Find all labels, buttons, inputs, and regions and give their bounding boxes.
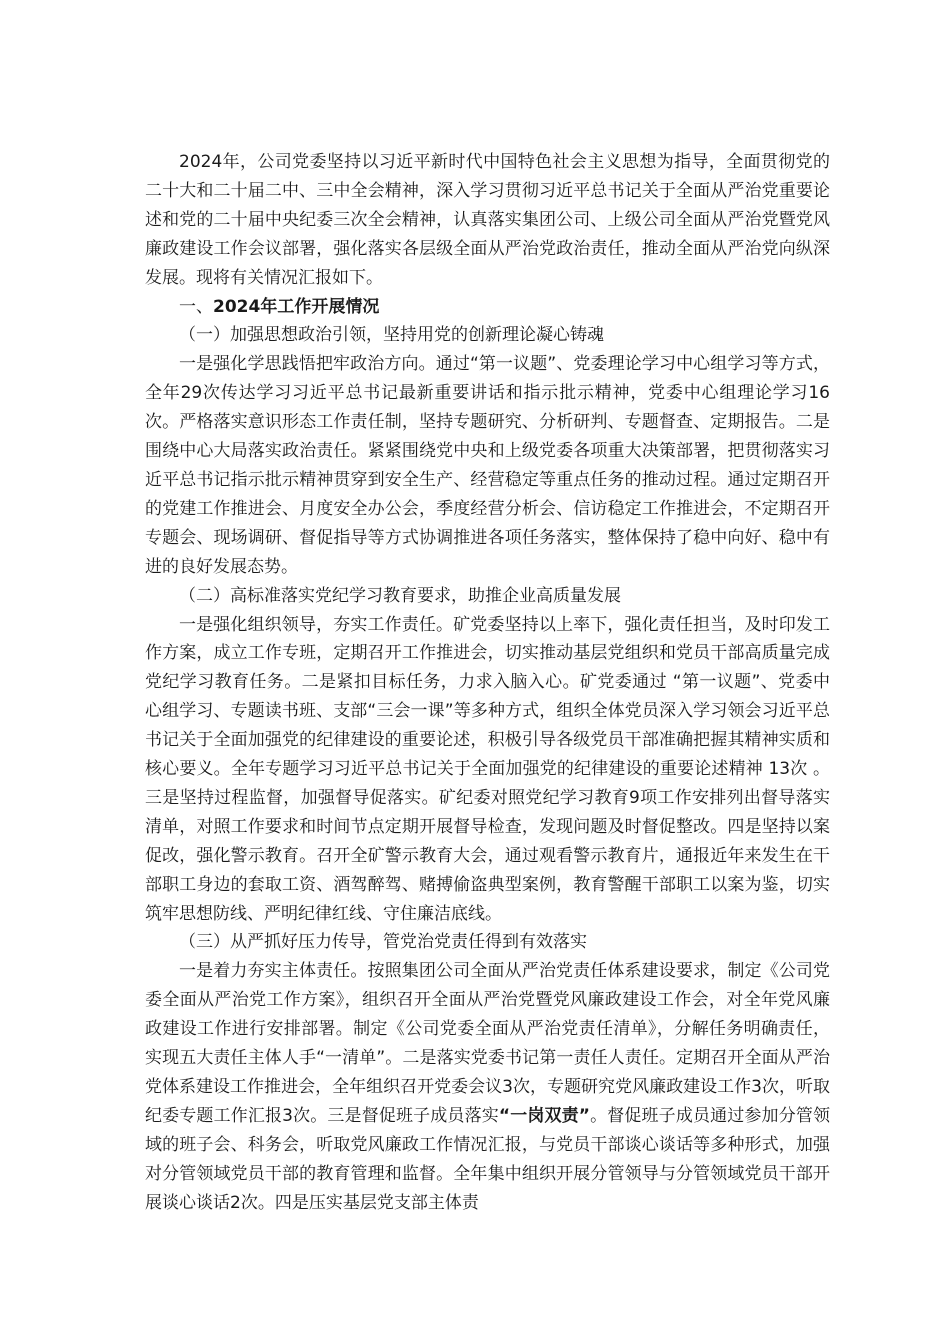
section-heading-title: 2024年工作开展情况: [213, 296, 380, 317]
subsection-body-3-part-a: 一是着力夯实主体责任。按照集团公司全面从严治党责任体系建设要求，制定《公司党委全面从严治党工作方案》，组织召开全面从严治党暨党风廉政建设工作会，对全年党风廉政建设工作进行安排部署。制定《公司党委全面从严治党责任清单》，分解任务明确责任，实现五大责任主体人手“一清单”。二是落实党委书记第一责任人责任。定期召开全面从严治党体系建设工作推进会，全年组织召开党委会议3次，专题研究党风廉政建设工作3次，听取纪委专题工作汇报3次。三是督促班子成员落实: [145, 961, 830, 1126]
subsection-heading-1: （一）加强思想政治引领，坚持用党的创新理论凝心铸魂: [179, 325, 604, 346]
section-heading-1: [145, 293, 830, 322]
subsection-body-3: [145, 957, 830, 1217]
document-body: [145, 148, 830, 1218]
subsection-heading-3: （三）从严抓好压力传导，管党治党责任得到有效落实: [179, 932, 587, 953]
subsection-body-1: 一是强化学思践悟把牢政治方向。通过“第一议题”、党委理论学习中心组学习等方式，全年29次传达学习习近平总书记最新重要讲话和指示批示精神，党委中心组理论学习16次。严格落实意识形态工作责任制，坚持专题研究、分析研判、专题督查、定期报告。二是围绕中心大局落实政治责任。紧紧围绕党中央和上级党委各项重大决策部署，把贯彻落实习近平总书记指示批示精神贯穿到安全生产、经营稳定等重点任务的推动过程。通过定期召开的党建工作推进会、月度安全办公会，季度经营分析会、信访稳定工作推进会，不定期召开专题会、现场调研、督促指导等方式协调推进各项任务落实，整体保持了稳中向好、稳中有进的良好发展态势。: [145, 354, 830, 577]
subsection-body-3-bold: “一岗双责”: [498, 1105, 590, 1126]
subsection-heading-2: （二）高标准落实党纪学习教育要求，助推企业高质量发展: [179, 585, 621, 606]
subsection-body-3-part-b: 。督促班子成员通过参加分管领域的班子会、科务会，听取党风廉政工作情况汇报，与党员干部谈心谈话等多种形式，加强对分管领域党员干部的教育管理和监督。全年集中组织开展分管领导与分管领域党员干部开展谈心谈话2次。四是压实基层党支部主体责: [145, 1105, 830, 1213]
section-heading-prefix: 一、: [179, 296, 213, 317]
subsection-body-2: 一是强化组织领导，夯实工作责任。矿党委坚持以上率下，强化责任担当，及时印发工作方案，成立工作专班，定期召开工作推进会，切实推动基层党组织和党员干部高质量完成党纪学习教育任务。二是紧扣目标任务，力求入脑入心。矿党委通过 “第一议题”、党委中心组学习、专题读书班、支部“三会一课”等多种方式，组织全体党员深入学习领会习近平总书记关于全面加强党的纪律建设的重要论述，积极引导各级党员干部准确把握其精神实质和核心要义。全年专题学习习近平总书记关于全面加强党的纪律建设的重要论述精神 13次 。三是坚持过程监督，加强督导促落实。矿纪委对照党纪学习教育9项工作安排列出督导落实清单，对照工作要求和时间节点定期开展督导检查，发现问题及时督促整改。四是坚持以案促改，强化警示教育。召开全矿警示教育大会，通过观看警示教育片，通报近年来发生在干部职工身边的套取工资、酒驾醉驾、赌搏偷盗典型案例，教育警醒干部职工以案为鉴，切实筑牢思想防线、严明纪律红线、守住廉洁底线。: [145, 614, 830, 924]
intro-paragraph: 2024年，公司党委坚持以习近平新时代中国特色社会主义思想为指导，全面贯彻党的二十大和二十届二中、三中全会精神，深入学习贯彻习近平总书记关于全面从严治党重要论述和党的二十届中央纪委三次全会精神，认真落实集团公司、上级公司全面从严治党暨党风廉政建设工作会议部署，强化落实各层级全面从严治党政治责任，推动全面从严治党向纵深发展。现将有关情况汇报如下。: [145, 152, 830, 288]
